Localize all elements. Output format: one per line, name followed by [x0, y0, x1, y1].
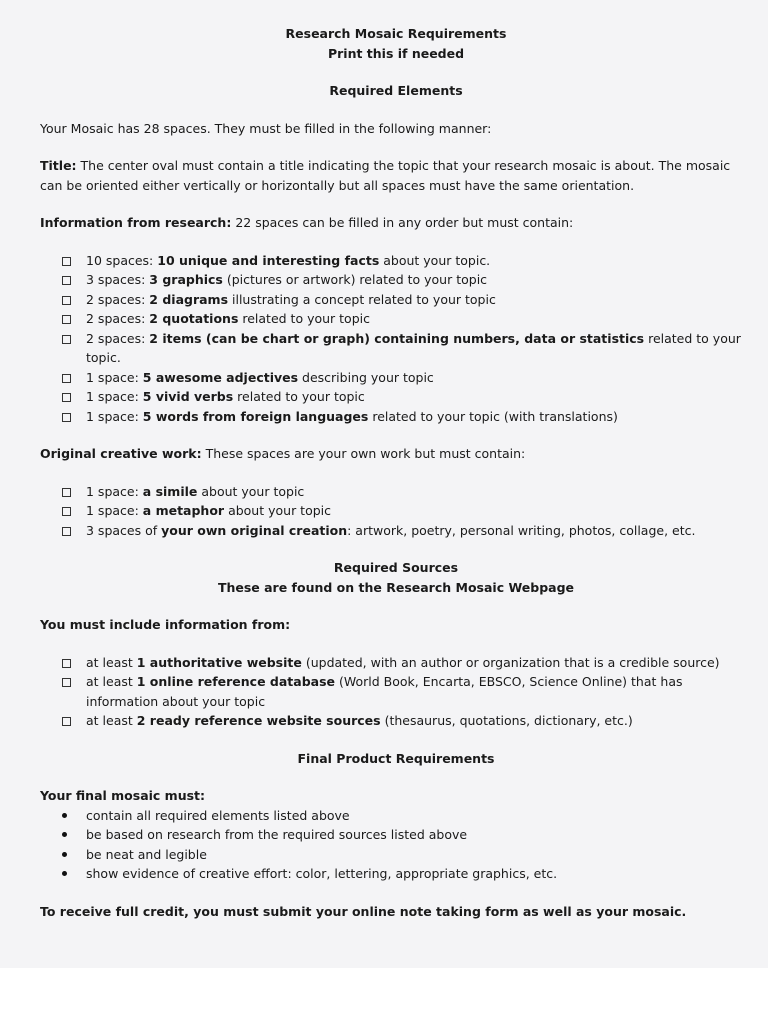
sources-subheading: These are found on the Research Mosaic Webpage — [217, 579, 575, 595]
list-item: be neat and legible — [40, 845, 752, 865]
list-item: 1 space: 5 words from foreign languages related to your topic (with translations) — [40, 407, 752, 427]
checkbox-icon — [62, 413, 71, 422]
final-label: Your final mosaic must: — [40, 788, 206, 803]
document-title: Research Mosaic Requirements — [285, 26, 507, 41]
list-item: 2 spaces: 2 diagrams illustrating a concept related to your topic — [40, 290, 752, 310]
list-item: 3 spaces of your own original creation: artwork, poetry, personal writing, photos, collage, etc. — [40, 521, 752, 541]
bullet-icon — [62, 871, 67, 876]
document-subtitle: Print this if needed — [327, 45, 465, 61]
checkbox-icon — [62, 296, 71, 305]
list-item: at least 2 ready reference website sources (thesaurus, quotations, dictionary, etc.) — [40, 711, 752, 731]
list-item: 1 space: 5 vivid verbs related to your topic — [40, 387, 752, 407]
checkbox-icon — [62, 276, 71, 285]
section-heading-final-product: Final Product Requirements — [297, 750, 495, 766]
list-item: 1 space: a simile about your topic — [40, 482, 752, 502]
checkbox-icon — [62, 488, 71, 497]
page-margin — [0, 968, 768, 1024]
list-item: 1 space: a metaphor about your topic — [40, 501, 752, 521]
creative-label: Original creative work: — [40, 446, 202, 461]
title-rule-label: Title: — [40, 158, 77, 173]
section-heading-required-sources: Required Sources — [333, 560, 459, 575]
intro-text: Your Mosaic has 28 spaces. They must be filled in the following manner: — [40, 120, 492, 136]
document-body — [40, 24, 752, 921]
checkbox-icon — [62, 257, 71, 266]
checkbox-icon — [62, 717, 71, 726]
checkbox-icon — [62, 393, 71, 402]
checkbox-icon — [62, 374, 71, 383]
final-bullets — [40, 806, 752, 884]
list-item: show evidence of creative effort: color, lettering, appropriate graphics, etc. — [40, 864, 752, 884]
research-checklist — [40, 251, 752, 427]
research-label: Information from research: — [40, 215, 232, 230]
list-item: 2 spaces: 2 quotations related to your topic — [40, 309, 752, 329]
sources-checklist — [40, 653, 752, 731]
creative-intro — [40, 444, 752, 464]
title-rule — [40, 156, 752, 195]
section-heading-required-elements: Required Elements — [329, 83, 463, 98]
list-item: 1 space: 5 awesome adjectives describing your topic — [40, 368, 752, 388]
footer-note: To receive full credit, you must submit your online note taking form as well as your mosaic. — [40, 903, 687, 919]
checkbox-icon — [62, 678, 71, 687]
title-rule-text: The center oval must contain a title indicating the topic that your research mosaic is about. The mosaic can be oriented either vertically or horizontally but all spaces must have the same orientation. — [40, 158, 731, 193]
checkbox-icon — [62, 507, 71, 516]
list-item: at least 1 online reference database (World Book, Encarta, EBSCO, Science Online) that has information about your topic — [40, 672, 752, 711]
list-item: contain all required elements listed above — [40, 806, 752, 826]
research-text: 22 spaces can be filled in any order but must contain: — [231, 215, 574, 230]
list-item: at least 1 authoritative website (updated, with an author or organization that is a credible source) — [40, 653, 752, 673]
checkbox-icon — [62, 527, 71, 536]
bullet-icon — [62, 813, 67, 818]
creative-text: These spaces are your own work but must contain: — [201, 446, 526, 461]
research-intro — [40, 213, 752, 233]
checkbox-icon — [62, 659, 71, 668]
list-item: be based on research from the required sources listed above — [40, 825, 752, 845]
sources-label: You must include information from: — [40, 617, 291, 632]
checkbox-icon — [62, 315, 71, 324]
list-item: 3 spaces: 3 graphics (pictures or artwork) related to your topic — [40, 270, 752, 290]
list-item: 2 spaces: 2 items (can be chart or graph) containing numbers, data or statistics related to your topic. — [40, 329, 752, 368]
checkbox-icon — [62, 335, 71, 344]
bullet-icon — [62, 852, 67, 857]
list-item: 10 spaces: 10 unique and interesting facts about your topic. — [40, 251, 752, 271]
bullet-icon — [62, 832, 67, 837]
creative-checklist — [40, 482, 752, 541]
